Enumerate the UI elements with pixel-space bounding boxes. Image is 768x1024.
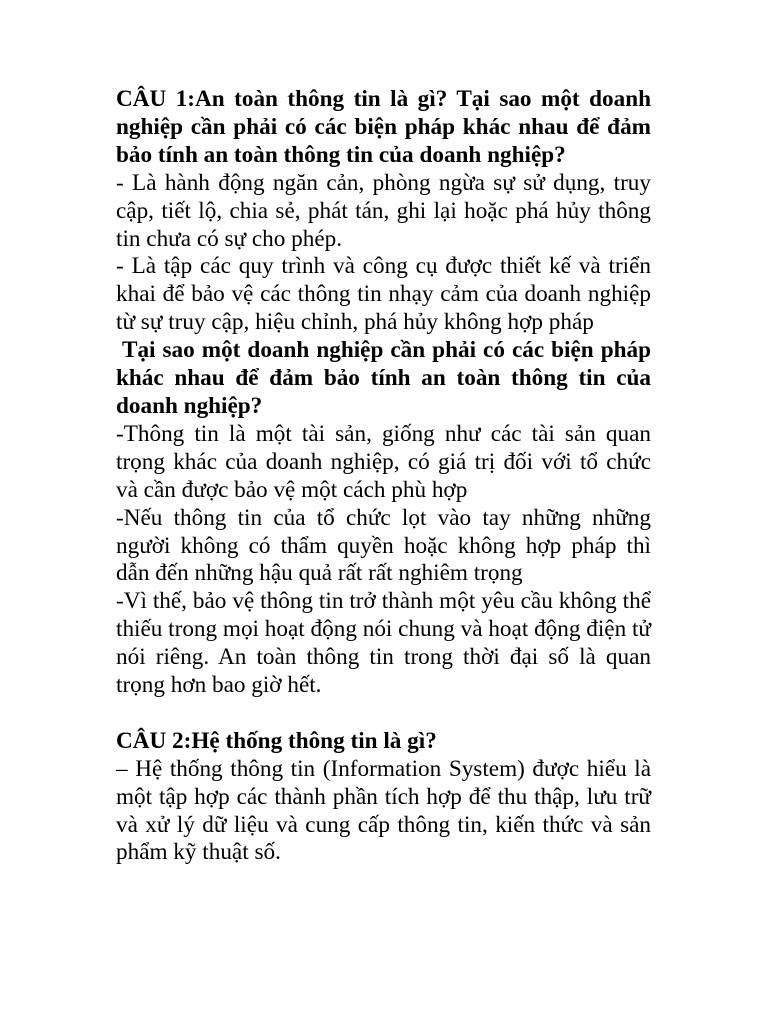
q2-definition: – Hệ thống thông tin (Information System) được hiểu là một tập hợp các thành phần tích hợp để thu thập, lưu trữ và xử lý dữ liệu và cung cấp thông tin, kiến thức và sản phẩm kỹ thuật số. <box>116 755 651 866</box>
document-page <box>116 86 651 867</box>
q1-definition-2: - Là tập các quy trình và công cụ được thiết kế và triển khai để bảo vệ các thông tin nhạy cảm của doanh nghiệp từ sự truy cập, hiệu chỉnh, phá hủy không hợp pháp <box>116 253 651 336</box>
q1-reason-1: -Thông tin là một tài sản, giống như các tài sản quan trọng khác của doanh nghiệp, có giá trị đối với tổ chức và cần được bảo vệ một cách phù hợp <box>116 420 651 503</box>
question-1-heading: CÂU 1:An toàn thông tin là gì? Tại sao một doanh nghiệp cần phải có các biện pháp khác nhau để đảm bảo tính an toàn thông tin của doanh nghiệp? <box>116 86 651 168</box>
q1-reason-2: -Nếu thông tin của tổ chức lọt vào tay những những người không có thẩm quyền hoặc không hợp pháp thì dẫn đến những hậu quả rất rất nghiêm trọng <box>116 504 651 587</box>
question-2-heading: CÂU 2:Hệ thống thông tin là gì? <box>116 727 437 754</box>
q1-reason-3: -Vì thế, bảo vệ thông tin trở thành một yêu cầu không thể thiếu trong mọi hoạt động nói chung và hoạt động điện tử nói riêng. An toàn thông tin trong thời đại số là quan trọng hơn bao giờ hết. <box>116 588 651 699</box>
q1-sub-heading: Tại sao một doanh nghiệp cần phải có các biện pháp khác nhau để đảm bảo tính an toàn thông tin của doanh nghiệp? <box>116 337 651 419</box>
blank-line <box>116 700 651 728</box>
q1-definition-1: - Là hành động ngăn cản, phòng ngừa sự sử dụng, truy cập, tiết lộ, chia sẻ, phát tán, ghi lại hoặc phá hủy thông tin chưa có sự cho phép. <box>116 169 651 252</box>
